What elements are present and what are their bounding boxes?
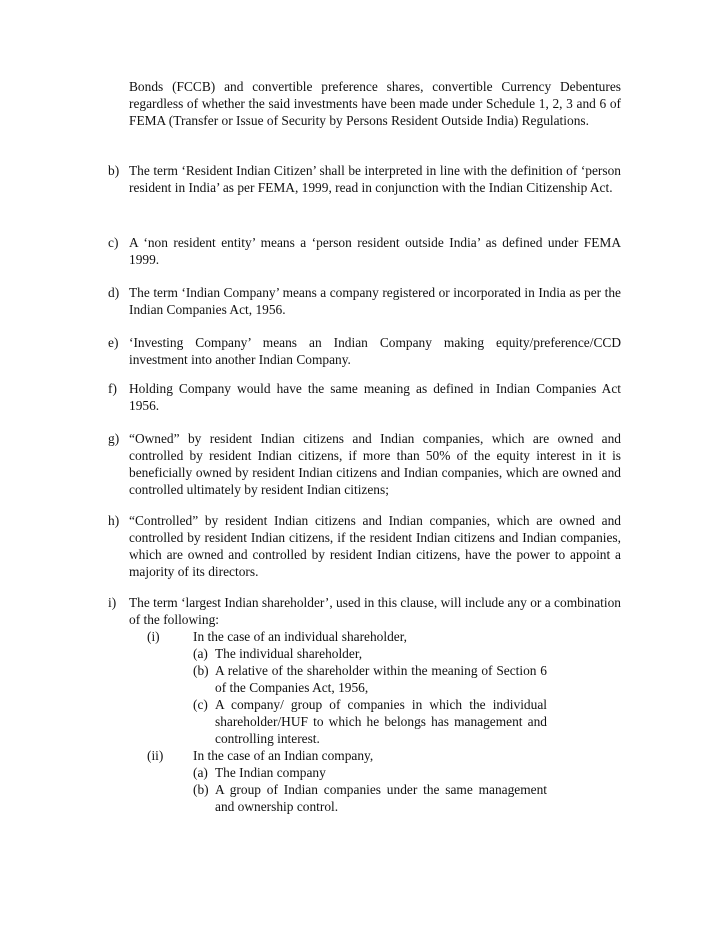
item-label: h) [108,513,120,528]
sub-ii-item-a [193,764,547,781]
alpha-label: (b) [193,663,209,678]
alpha-label: (a) [193,765,208,780]
alpha-text: The Indian company [215,765,326,780]
sub-i-item-c [193,696,547,747]
item-label: f) [108,381,117,396]
alpha-label: (c) [193,697,208,712]
item-text: ‘Investing Company’ means an Indian Company making equity/preference/CCD investment into another Indian Company. [129,335,621,367]
item-text: A ‘non resident entity’ means a ‘person resident outside India’ as defined under FEMA 1999. [129,235,621,267]
alpha-label: (a) [193,646,208,661]
sub-i-item-a [193,645,547,662]
sub-i-item-b [193,662,547,696]
sub-item-number: (i) [147,629,160,644]
item-g [108,430,621,498]
item-text: The term ‘Resident Indian Citizen’ shall be interpreted in line with the definition of ‘person resident in India’ as per FEMA, 1999, read in conjunction with the Indian Citizenship Act. [129,163,621,195]
item-label: g) [108,431,120,446]
sub-ii-item-b [193,781,547,815]
alpha-text: A company/ group of companies in which the individual shareholder/HUF to which he belongs has management and controlling interest. [215,697,547,746]
item-h [108,512,621,580]
item-text: “Controlled” by resident Indian citizens and Indian companies, which are owned and controlled by resident Indian citizens, if the resident Indian citizens and Indian companies, which are owned and controlled by resident Indian citizens, have the power to appoint a majority of its directors. [129,513,621,579]
item-b [108,162,621,196]
alpha-text: The individual shareholder, [215,646,363,661]
item-label: e) [108,335,119,350]
sub-item-heading: In the case of an individual shareholder, [193,629,408,644]
item-i [108,594,621,628]
item-text: The term ‘largest Indian shareholder’, used in this clause, will include any or a combination of the following: [129,595,621,627]
alpha-label: (b) [193,782,209,797]
item-text: Holding Company would have the same meaning as defined in Indian Companies Act 1956. [129,381,621,413]
alpha-text: A relative of the shareholder within the meaning of Section 6 of the Companies Act, 1956, [215,663,547,695]
item-d [108,284,621,318]
intro-text: Bonds (FCCB) and convertible preference shares, convertible Currency Debentures regardless of whether the said investments have been made under Schedule 1, 2, 3 and 6 of FEMA (Transfer or Issue of Security by Persons Resident Outside India) Regulations. [129,79,621,128]
alpha-text: A group of Indian companies under the same management and ownership control. [215,782,547,814]
intro-paragraph [108,78,621,129]
item-label: b) [108,163,120,178]
item-label: d) [108,285,120,300]
item-e [108,334,621,368]
item-f [108,380,621,414]
item-label: c) [108,235,119,250]
item-label: i) [108,595,117,610]
item-text: The term ‘Indian Company’ means a company registered or incorporated in India as per the Indian Companies Act, 1956. [129,285,621,317]
sub-item-heading: In the case of an Indian company, [193,748,374,763]
sub-item-number: (ii) [147,748,164,763]
item-c [108,234,621,268]
item-text: “Owned” by resident Indian citizens and Indian companies, which are owned and controlled by resident Indian citizens, if more than 50% of the equity interest in it is beneficially owned by resident Indian citizens and Indian companies, which are owned and controlled ultimately by resident Indian citizens; [129,431,621,497]
